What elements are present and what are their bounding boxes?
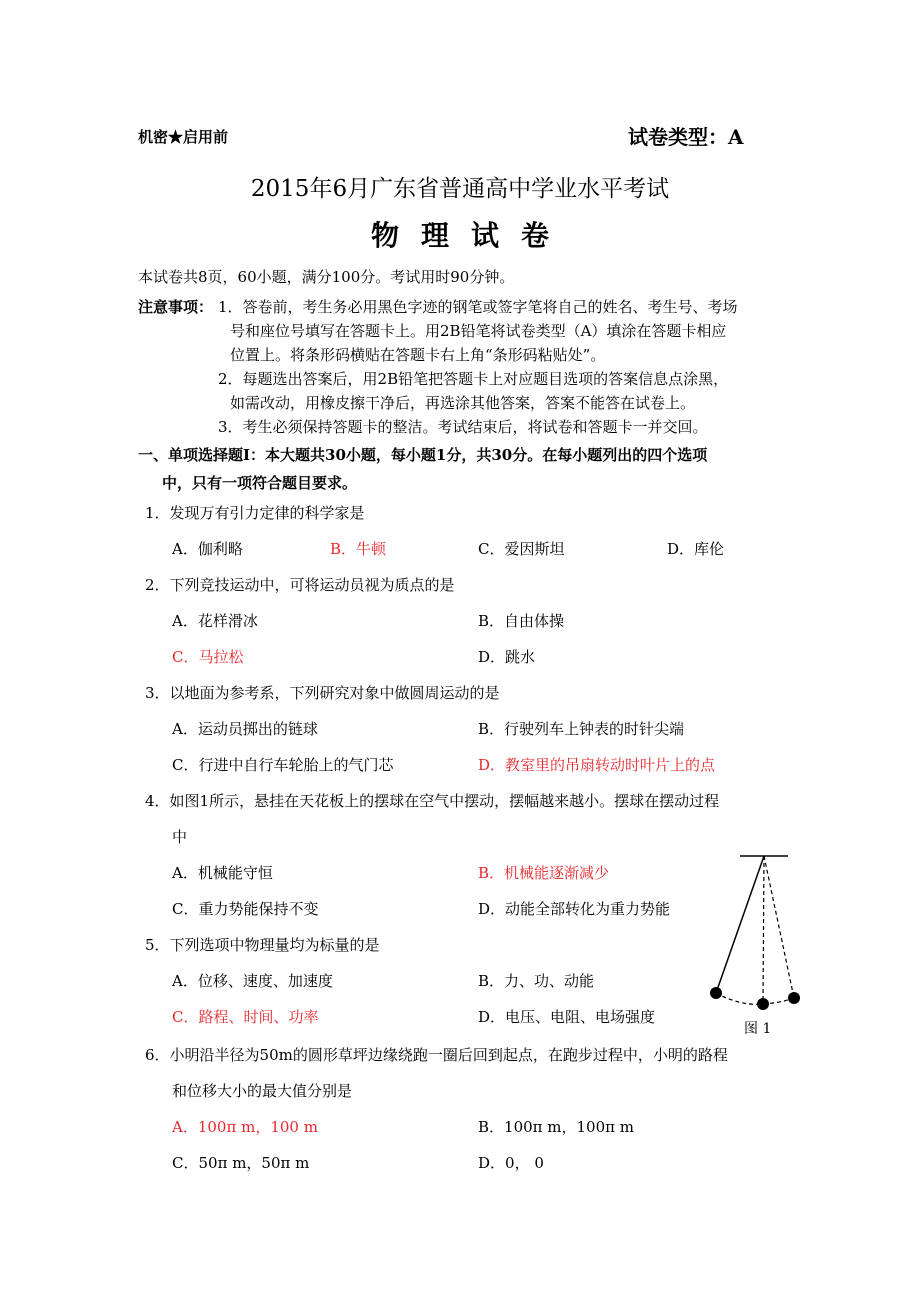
- question-2-option-a: A．花样滑冰: [172, 612, 258, 630]
- question-3-stem: 3．以地面为参考系，下列研究对象中做圆周运动的是: [145, 684, 500, 702]
- intro-text: 本试卷共8页，60小题，满分100分。考试用时90分钟。: [138, 268, 515, 286]
- note-1-line-3: 位置上。将条形码横贴在答题卡右上角“条形码粘贴处”。: [230, 346, 606, 364]
- question-2-option-c: C．马拉松: [172, 648, 244, 666]
- pendulum-bob-right: [788, 992, 800, 1004]
- question-3-option-a: A．运动员掷出的链球: [172, 720, 318, 738]
- question-4-option-b: B．机械能逐渐减少: [478, 864, 610, 882]
- question-6-stem-line-2: 和位移大小的最大值分别是: [172, 1082, 353, 1100]
- question-1-stem: 1．发现万有引力定律的科学家是: [145, 504, 365, 522]
- question-4-option-d: D．动能全部转化为重力势能: [478, 900, 671, 918]
- question-5-option-b: B．力、功、动能: [478, 972, 595, 990]
- note-2-line-2: 如需改动，用橡皮擦干净后，再选涂其他答案，答案不能答在试卷上。: [230, 394, 696, 412]
- question-5-stem: 5．下列选项中物理量均为标量的是: [145, 936, 380, 954]
- notes-label: 注意事项：: [138, 298, 214, 316]
- question-6-option-c: C．50π m，50π m: [172, 1154, 310, 1172]
- question-3-option-d: D．教室里的吊扇转动时叶片上的点: [478, 756, 716, 774]
- note-1-line-1: 1．答卷前，考生务必用黑色字迹的钢笔或签字笔将自己的姓名、考生号、考场: [218, 298, 738, 316]
- pendulum-bob-center: [757, 998, 769, 1010]
- pendulum-arc: [716, 993, 794, 1004]
- question-1-option-b: B．牛顿: [330, 540, 387, 558]
- exam-title: 2015年6月广东省普通高中学业水平考试: [250, 176, 670, 202]
- section-heading-line-1: 一、单项选择题Ⅰ：本大题共30小题，每小题1分，共30分。在每小题列出的四个选项: [138, 446, 708, 464]
- question-2-option-d: D．跳水: [478, 648, 536, 666]
- question-4-option-c: C．重力势能保持不变: [172, 900, 319, 918]
- pendulum-bob-left: [710, 987, 722, 999]
- question-2-stem: 2．下列竞技运动中，可将运动员视为质点的是: [145, 576, 455, 594]
- question-6-option-b: B．100π m，100π m: [478, 1118, 634, 1136]
- question-6-stem-line-1: 6．小明沿半径为50m的圆形草坪边缘绕跑一圈后回到起点，在跑步过程中，小明的路程: [145, 1046, 728, 1064]
- question-1-option-d: D．库伦: [667, 540, 725, 558]
- pendulum-string-left: [716, 856, 764, 993]
- question-5-option-d: D．电压、电阻、电场强度: [478, 1008, 656, 1026]
- note-3-line-1: 3．考生必须保持答题卡的整洁。考试结束后，将试卷和答题卡一并交回。: [218, 418, 708, 436]
- question-4-stem-line-2: 中: [172, 828, 188, 846]
- paper-type: 试卷类型：A: [628, 125, 744, 149]
- question-6-option-a: A．100π m，100 m: [172, 1118, 318, 1136]
- note-1-line-2: 号和座位号填写在答题卡上。用2B铅笔将试卷类型（A）填涂在答题卡相应: [230, 322, 727, 340]
- pendulum-diagram-icon: [700, 848, 820, 1038]
- exam-subtitle: 物理试卷: [370, 219, 571, 252]
- question-2-option-b: B．自由体操: [478, 612, 565, 630]
- confidential-label: 机密★启用前: [138, 128, 229, 146]
- question-1-option-c: C．爱因斯坦: [478, 540, 565, 558]
- question-4-stem-line-1: 4．如图1所示，悬挂在天花板上的摆球在空气中摆动，摆幅越来越小。摆球在摆动过程: [145, 792, 720, 810]
- pendulum-string-center: [763, 856, 764, 1004]
- question-1-option-a: A．伽利略: [172, 540, 243, 558]
- question-4-option-a: A．机械能守恒: [172, 864, 273, 882]
- section-heading-line-2: 中，只有一项符合题目要求。: [162, 474, 358, 492]
- question-6-option-d: D．0， 0: [478, 1154, 544, 1172]
- question-5-option-c: C．路程、时间、功率: [172, 1008, 319, 1026]
- question-3-option-c: C．行进中自行车轮胎上的气门芯: [172, 756, 394, 774]
- question-3-option-b: B．行驶列车上钟表的时针尖端: [478, 720, 685, 738]
- figure-1-label: 图 1: [744, 1021, 772, 1037]
- pendulum-string-right: [764, 856, 794, 998]
- question-5-option-a: A．位移、速度、加速度: [172, 972, 333, 990]
- note-2-line-1: 2．每题选出答案后，用2B铅笔把答题卡上对应题目选项的答案信息点涂黑，: [218, 370, 729, 388]
